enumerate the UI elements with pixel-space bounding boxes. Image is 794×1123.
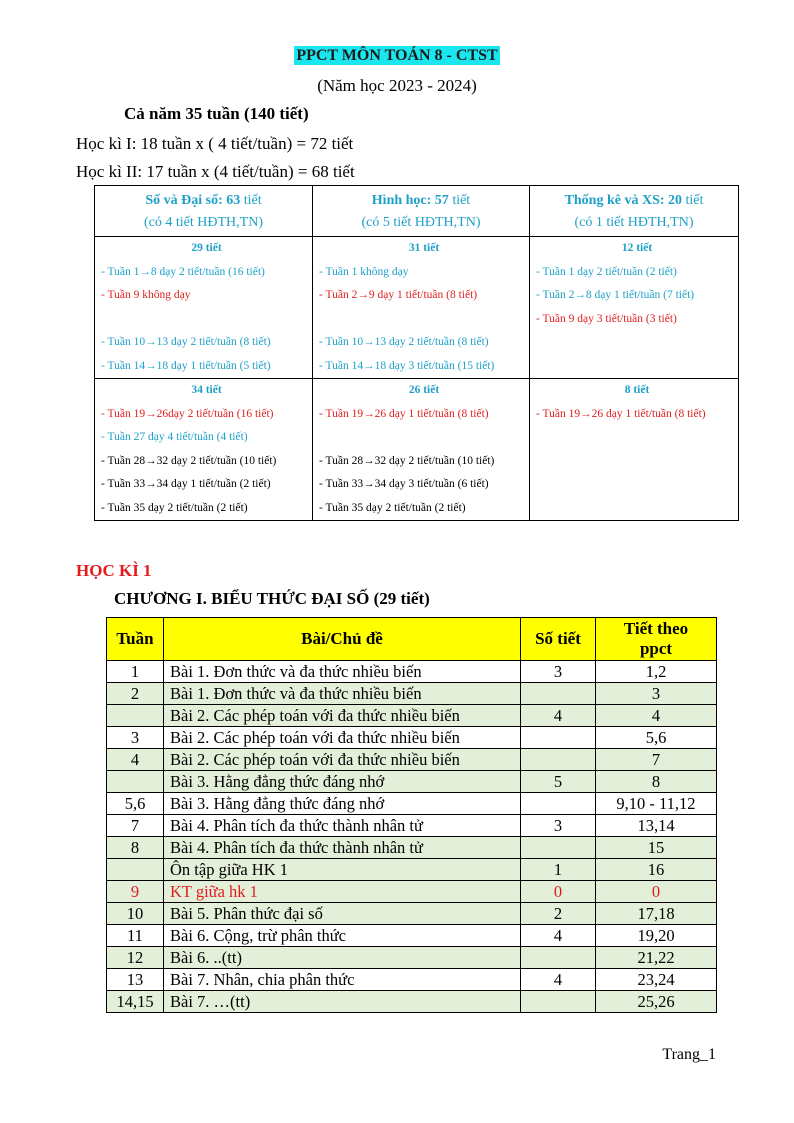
plan-table [94,185,739,521]
plan-line: - Tuần 19→26 dạy 1 tiết/tuần (8 tiết) [536,407,706,420]
topic-cell: Ôn tập giữa HK 1 [164,859,521,881]
ppct-cell: 9,10 - 11,12 [596,793,717,815]
plan-line: - Tuần 35 dạy 2 tiết/tuần (2 tiết) [319,501,466,514]
count-cell [521,837,596,859]
count-cell: 3 [521,815,596,837]
ppct-cell: 16 [596,859,717,881]
table-row [107,793,717,815]
topic-cell: Bài 3. Hằng đẳng thức đáng nhớ [164,771,521,793]
table-row [107,815,717,837]
week-cell [107,859,164,881]
plan-line: - Tuần 10→13 dạy 2 tiết/tuần (8 tiết) [319,336,489,348]
col-header-week: Tuần [107,618,164,661]
plan-header-algebra [95,186,313,237]
table-row [107,771,717,793]
plan-line: - Tuần 33→34 dạy 1 tiết/tuần (2 tiết) [101,478,271,490]
count-cell [521,947,596,969]
topic-cell: Bài 3. Hằng đẳng thức đáng nhớ [164,793,521,815]
table-row [107,925,717,947]
topic-cell: Bài 2. Các phép toán với đa thức nhiều biến [164,705,521,727]
count-cell: 5 [521,771,596,793]
plan-line: - Tuần 10→13 dạy 2 tiết/tuần (8 tiết) [101,336,271,348]
doc-title-text: PPCT MÔN TOÁN 8 - CTST [296,47,498,64]
plan-line: - Tuần 14→18 dạy 1 tiết/tuần (5 tiết) [101,359,271,372]
table-row [107,991,717,1013]
plan-total: 26 tiết [408,384,440,396]
week-cell: 4 [107,749,164,771]
plan-line: - Tuần 1 dạy 2 tiết/tuần (2 tiết) [536,265,677,278]
plan-total: 31 tiết [408,242,440,254]
week-cell: 5,6 [107,793,164,815]
plan-line: - Tuần 14→18 dạy 3 tiết/tuần (15 tiết) [319,359,495,372]
table-row [107,903,717,925]
header-bold: Hình học: 57 [371,193,449,208]
count-cell: 2 [521,903,596,925]
header-sub: (có 5 tiết HĐTH,TN) [361,215,481,230]
topic-cell: Bài 2. Các phép toán với đa thức nhiều biến [164,727,521,749]
ppct-cell: 21,22 [596,947,717,969]
plan-line: - Tuần 1→8 dạy 2 tiết/tuần (16 tiết) [101,265,265,278]
topic-cell: Bài 6. ..(tt) [164,947,521,969]
plan-line: - Tuần 28→32 dạy 2 tiết/tuần (10 tiết) [101,454,277,467]
ppct-cell: 15 [596,837,717,859]
lessons-body [107,661,717,1013]
table-row [107,837,717,859]
week-cell [107,771,164,793]
ppct-cell: 7 [596,749,717,771]
table-row [107,705,717,727]
plan-header-geometry [313,186,530,237]
ppct-cell: 5,6 [596,727,717,749]
school-year: (Năm học 2023 - 2024) [317,76,477,95]
table-row [107,969,717,991]
whole-year-summary: Cả năm 35 tuần (140 tiết) [124,104,309,123]
week-cell: 1 [107,661,164,683]
count-cell: 0 [521,881,596,903]
ppct-cell: 19,20 [596,925,717,947]
ppct-cell: 17,18 [596,903,717,925]
topic-cell: Bài 1. Đơn thức và đa thức nhiều biến [164,683,521,705]
week-cell: 7 [107,815,164,837]
count-cell [521,793,596,815]
hk2-summary: Học kì II: 17 tuần x (4 tiết/tuần) = 68 tiết [76,162,355,181]
hk1-summary: Học kì I: 18 tuần x ( 4 tiết/tuần) = 72 tiết [76,134,354,153]
plan-line: - Tuần 9 dạy 3 tiết/tuần (3 tiết) [536,312,677,325]
topic-cell: Bài 2. Các phép toán với đa thức nhiều biến [164,749,521,771]
chapter-heading: CHƯƠNG I. BIỂU THỨC ĐẠI SỐ (29 tiết) [114,589,430,608]
table-row [107,749,717,771]
ppct-cell: 3 [596,683,717,705]
plan-line: - Tuần 9 không dạy [101,289,191,301]
header-bold: Số và Đại số: 63 [145,193,241,208]
topic-cell: Bài 4. Phân tích đa thức thành nhân tử [164,837,521,859]
plan-hk1-geometry [313,237,530,379]
week-cell: 9 [107,881,164,903]
table-row [107,683,717,705]
ppct-cell: 1,2 [596,661,717,683]
table-row [107,881,717,903]
lessons-table [106,617,717,1013]
header-bold: Thống kê và XS: 20 [564,193,683,208]
week-cell: 11 [107,925,164,947]
doc-title [0,47,794,65]
ppct-cell: 13,14 [596,815,717,837]
col-header-ppct: Tiết theo ppct [596,618,717,661]
count-cell [521,991,596,1013]
week-cell: 2 [107,683,164,705]
plan-line: - Tuần 27 dạy 4 tiết/tuần (4 tiết) [101,431,248,443]
count-cell: 4 [521,925,596,947]
count-cell: 3 [521,661,596,683]
week-cell [107,705,164,727]
plan-header-statistics [530,186,739,237]
plan-hk2-geometry [313,379,530,521]
header-rest: tiết [240,193,262,208]
plan-hk2-row [95,379,739,521]
ppct-cell: 25,26 [596,991,717,1013]
plan-line [319,426,529,450]
table-row [107,947,717,969]
plan-hk1-row [95,237,739,379]
count-cell [521,727,596,749]
plan-hk1-statistics [530,237,739,379]
plan-total: 34 tiết [191,384,222,396]
plan-total: 8 tiết [624,384,650,396]
week-cell: 14,15 [107,991,164,1013]
topic-cell: Bài 5. Phân thức đại số [164,903,521,925]
plan-line [101,308,312,332]
topic-cell: Bài 7. …(tt) [164,991,521,1013]
table-row [107,727,717,749]
week-cell: 13 [107,969,164,991]
header-sub: (có 1 tiết HĐTH,TN) [574,215,694,230]
topic-cell: Bài 7. Nhân, chia phân thức [164,969,521,991]
topic-cell: Bài 1. Đơn thức và đa thức nhiều biến [164,661,521,683]
count-cell: 1 [521,859,596,881]
table-row [107,661,717,683]
count-cell [521,683,596,705]
plan-line: - Tuần 1 không dạy [319,265,409,278]
plan-total: 12 tiết [621,242,653,254]
plan-hk2-algebra [95,379,313,521]
topic-cell: Bài 4. Phân tích đa thức thành nhân tử [164,815,521,837]
header-rest: tiết [682,193,704,208]
ppct-cell: 0 [596,881,717,903]
topic-cell: Bài 6. Cộng, trừ phân thức [164,925,521,947]
plan-total: 29 tiết [191,242,222,254]
count-cell [521,749,596,771]
topic-cell: KT giữa hk 1 [164,881,521,903]
plan-line [319,308,529,332]
plan-hk2-statistics [530,379,739,521]
count-cell: 4 [521,969,596,991]
page-number: Trang_1 [662,1046,716,1063]
ppct-cell: 8 [596,771,717,793]
table-row [107,859,717,881]
ppct-cell: 23,24 [596,969,717,991]
week-cell: 10 [107,903,164,925]
plan-line: - Tuần 2→9 dạy 1 tiết/tuần (8 tiết) [319,289,478,301]
plan-line: - Tuần 19→26 dạy 1 tiết/tuần (8 tiết) [319,407,489,420]
count-cell: 4 [521,705,596,727]
plan-line: - Tuần 19→26dạy 2 tiết/tuần (16 tiết) [101,407,274,420]
plan-line: - Tuần 2→8 dạy 1 tiết/tuần (7 tiết) [536,289,695,301]
header-rest: tiết [448,193,471,208]
col-header-count: Số tiết [521,618,596,661]
lessons-header-row [107,618,717,661]
header-sub: (có 4 tiết HĐTH,TN) [144,215,263,230]
col-header-topic: Bài/Chủ đề [164,618,521,661]
ppct-cell: 4 [596,705,717,727]
semester-heading: HỌC KÌ 1 [76,561,152,580]
plan-hk1-algebra [95,237,313,379]
plan-header-row [95,186,739,237]
week-cell: 8 [107,837,164,859]
week-cell: 3 [107,727,164,749]
plan-line: - Tuần 33→34 dạy 3 tiết/tuần (6 tiết) [319,478,489,490]
plan-line: - Tuần 35 dạy 2 tiết/tuần (2 tiết) [101,501,248,514]
week-cell: 12 [107,947,164,969]
plan-line: - Tuần 28→32 dạy 2 tiết/tuần (10 tiết) [319,454,495,467]
